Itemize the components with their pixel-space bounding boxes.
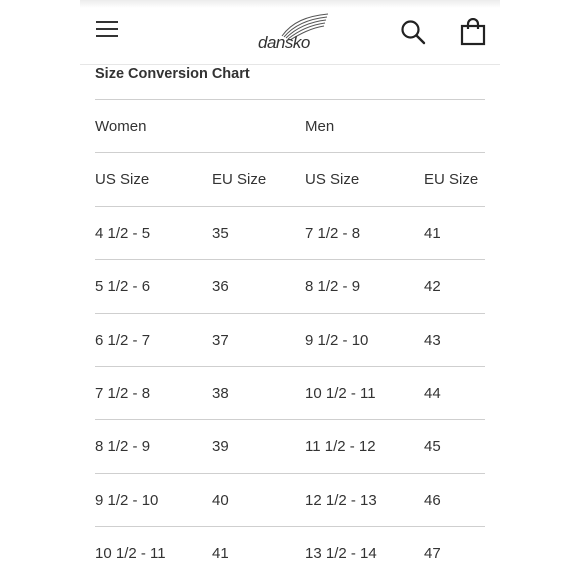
men-us-size: 7 1/2 - 8 — [305, 224, 361, 242]
men-eu-size: 43 — [424, 331, 441, 349]
column-header-row — [95, 152, 485, 205]
dansko-logo[interactable] — [252, 10, 332, 54]
table-row — [95, 313, 485, 366]
hamburger-menu-icon[interactable] — [96, 21, 118, 41]
group-header-row — [95, 99, 485, 152]
size-conversion-table — [95, 99, 485, 580]
men-us-size: 12 1/2 - 13 — [305, 491, 377, 509]
men-us-size: 9 1/2 - 10 — [305, 331, 369, 349]
women-us-size: 8 1/2 - 9 — [95, 438, 151, 456]
women-us-size: 10 1/2 - 11 — [95, 545, 166, 563]
men-eu-size: 41 — [424, 224, 441, 242]
women-us-size: 9 1/2 - 10 — [95, 491, 159, 509]
women-eu-size: 36 — [212, 278, 229, 296]
group-men: Men — [305, 118, 335, 135]
men-eu-size: 45 — [424, 438, 441, 456]
women-eu-size: 40 — [212, 491, 229, 509]
column-header: US Size — [305, 171, 360, 189]
chart-title: Size Conversion Chart — [95, 66, 250, 82]
women-us-size: 6 1/2 - 7 — [95, 331, 151, 349]
women-eu-size: 38 — [212, 384, 229, 402]
shopping-bag-icon[interactable] — [460, 18, 486, 46]
men-eu-size: 46 — [424, 491, 441, 509]
women-us-size: 5 1/2 - 6 — [95, 278, 151, 296]
table-row — [95, 259, 485, 312]
men-us-size: 8 1/2 - 9 — [305, 278, 361, 296]
women-eu-size: 39 — [212, 438, 229, 456]
table-row — [95, 206, 485, 259]
women-us-size: 7 1/2 - 8 — [95, 384, 151, 402]
men-us-size: 11 1/2 - 12 — [305, 438, 376, 456]
column-header: EU Size — [212, 171, 267, 189]
logo-text: dansko — [258, 33, 310, 52]
table-row — [95, 419, 485, 472]
header-shadow — [80, 0, 500, 8]
men-us-size: 13 1/2 - 14 — [305, 545, 377, 563]
table-row — [95, 473, 485, 526]
women-eu-size: 37 — [212, 331, 229, 349]
column-header: US Size — [95, 171, 150, 189]
women-us-size: 4 1/2 - 5 — [95, 224, 151, 242]
men-eu-size: 42 — [424, 278, 441, 296]
group-women: Women — [95, 118, 147, 135]
men-eu-size: 47 — [424, 545, 441, 563]
table-row — [95, 526, 485, 579]
women-eu-size: 41 — [212, 545, 229, 563]
dansko-logo-icon — [252, 10, 332, 54]
search-icon[interactable] — [400, 19, 426, 45]
column-header: EU Size — [424, 171, 479, 189]
women-eu-size: 35 — [212, 224, 229, 242]
site-header — [80, 0, 500, 65]
table-row — [95, 366, 485, 419]
men-eu-size: 44 — [424, 384, 441, 402]
men-us-size: 10 1/2 - 11 — [305, 384, 376, 402]
